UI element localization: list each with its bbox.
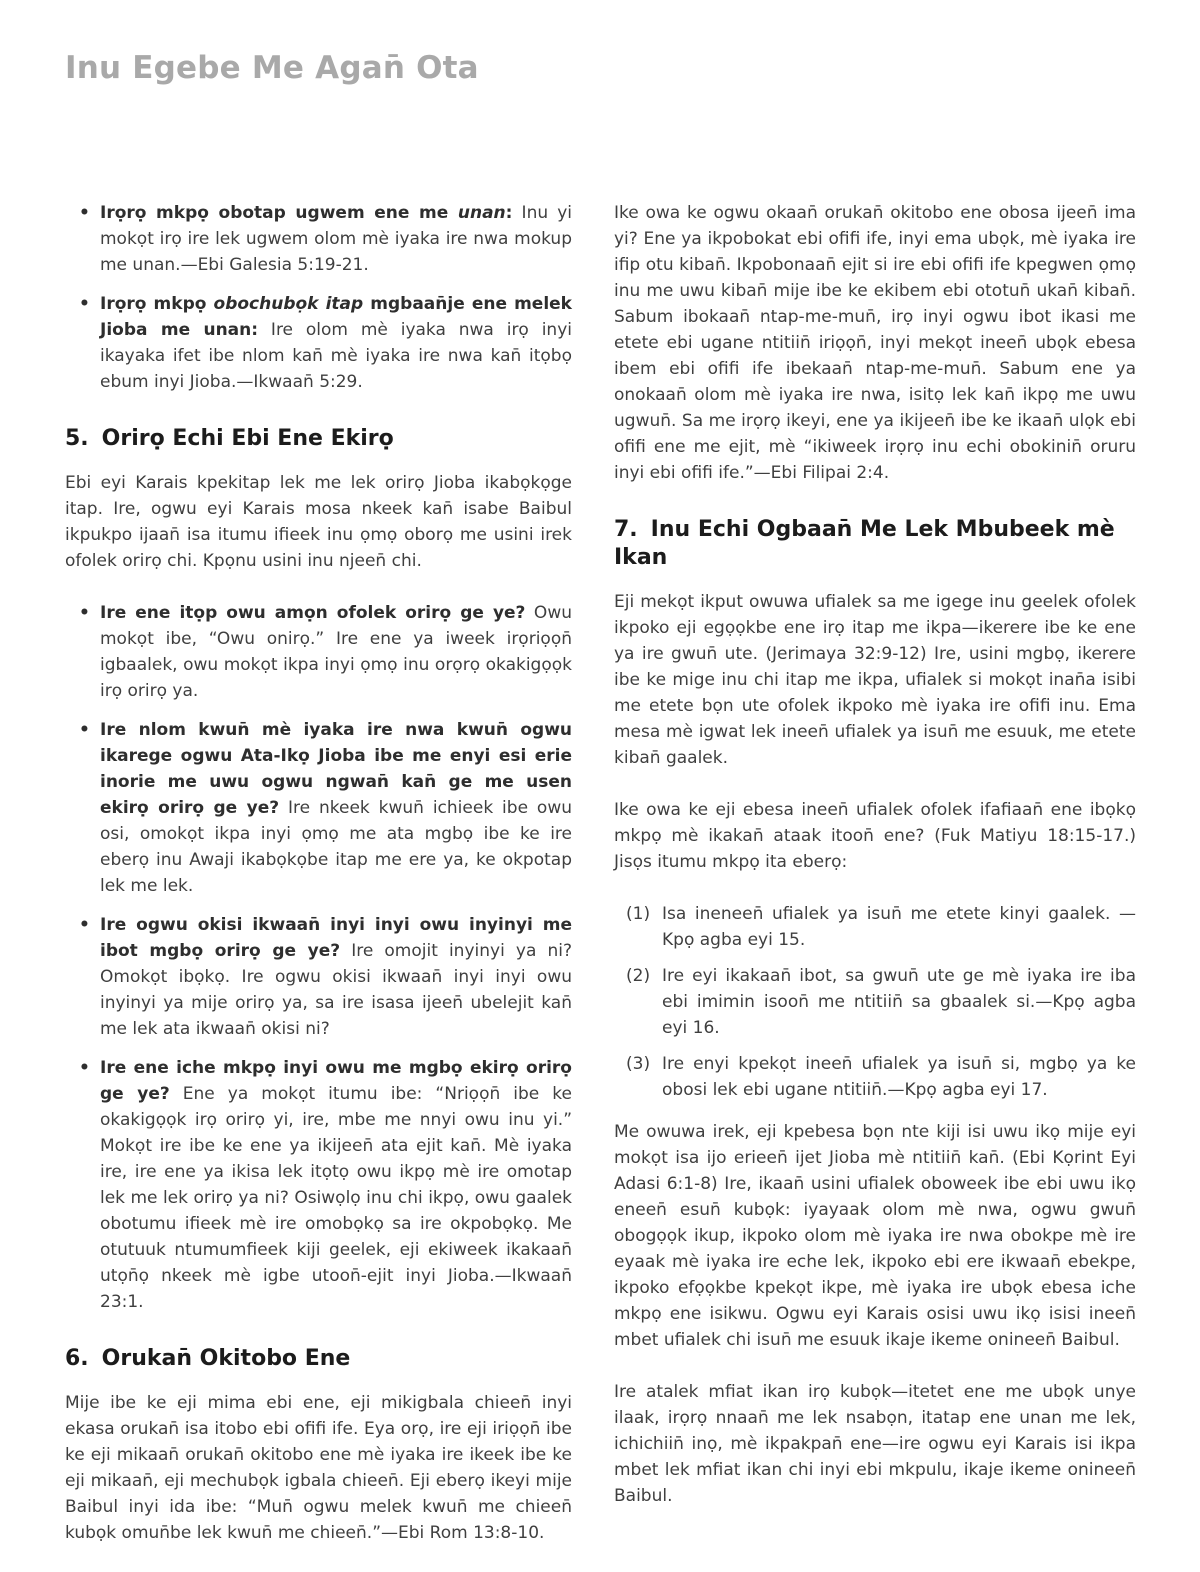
section-7-paragraph-3: Me owuwa irek, eji kpebesa bọn nte kiji isi uwu ikọ mije eyi mokọt isa ijo erieen̄ ijet Jioba mè ntitiin̄ kan̄. (Ebi Kọrint Eyi Adasi 6:1-8) Ire, ikaan̄ usini ufialek oboweek ibe ebi uwu ikọ eneen̄ esun̄ kubọk: iyayaak olom mè nwa, ogwu gwun̄ obogọọk ikup, ikpoko olom mè iyaka ire nwa obokpe mè ire eyaak mè iyaka ire eche lek, ikpoko ebi ere ikwaan̄ ebekpe, ikpoko efọọkbe kpekọt ikpe, mè iyaka ire ubọk ebesa iche mkpọ ene isikwu. Ogwu eyi Karais osisi uwu ikọ isisi ineen̄ mbet ufialek chi isun̄ me esuuk ikaje ikeme onineen̄ Baibul.	[614, 1122, 1136, 1350]
list-item	[65, 291, 572, 395]
bullet-body: Inu yi mokọt irọ ire lek ugwem olom mè iyaka ire nwa mokup me unan.—Ebi Galesia 5:19-21.	[100, 203, 572, 275]
section-number: 5.	[65, 426, 89, 451]
list-item	[65, 912, 572, 1042]
section-7-paragraph-2: Ike owa ke eji ebesa ineen̄ ufialek ofolek ifafiaan̄ ene ibọkọ mkpọ mè ikakan̄ ataak itoon̄ ene? (Fuk Matiyu 18:15-17.) Jisọs itumu mkpọ ita eberọ:	[614, 800, 1136, 872]
bullet-icon: •	[79, 720, 90, 740]
page-title: Inu Egebe Me Agan̄ Ota	[65, 50, 479, 86]
section-5-heading	[65, 425, 572, 453]
section-title: Orirọ Echi Ebi Ene Ekirọ	[101, 426, 394, 451]
bullet-body: Ire olom mè iyaka nwa irọ inyi ikayaka ifet ibe nlom kan̄ mè iyaka ire nwa kan̄ itọbọ ebum inyi Jioba.—Ikwaan̄ 5:29.	[100, 320, 572, 392]
right-column	[614, 200, 1136, 1535]
bullet-lead: :	[505, 203, 513, 223]
bullet-body: Owu mokọt ibe, “Owu onirọ.” Ire ene ya iweek irọriọọn̄ igbaalek, owu mokọt ikpa inyi ọmọ inu orọrọ okakigọọk irọ orirọ ya.	[100, 603, 572, 701]
bullet-lead: Ire ogwu okisi ikwaan̄ inyi inyi owu inyinyi me ibot mgbọ orirọ ge ye?	[100, 915, 572, 961]
bullet-lead-italic: unan	[457, 203, 506, 223]
bullet-icon: •	[79, 1058, 90, 1078]
bullet-lead: Ire nlom kwun̄ mè iyaka ire nwa kwun̄ ogwu ikarege ogwu Ata-Ikọ Jioba ibe me enyi esi erie inorie me uwu ogwu ngwan̄ kan̄ ge me usen ekirọ orirọ ge ye?	[100, 720, 572, 818]
list-item	[65, 600, 572, 704]
bullet-icon: •	[79, 603, 90, 623]
step-text: Ire enyi kpekọt ineen̄ ufialek ya isun̄ si, mgbọ ya ke obosi lek ebi ugane ntitiin̄.—Kpọ agba eyi 17.	[662, 1054, 1136, 1100]
continuation-paragraph: Ike owa ke ogwu okaan̄ orukan̄ okitobo ene obosa ijeen̄ ima yi? Ene ya ikpobokat ebi ofifi ife, inyi ema ubọk, mè iyaka ire ifip otu kiban̄. Ikpobonaan̄ ejit si ire ebi ofifi ife kpegwen ọmọ inu me uwu kiban̄ mije ibe ke ekibem ebi ototun̄ ukan̄ kiban̄. Sabum ibokaan̄ ntap-me-mun̄, irọ inyi ogwu ibot ikasi me etete ebi ugane ntitiin̄ iriọọn̄, inyi mekọt ineen̄ ubọk ebesa ibem ebi ofifi ife ibekaan̄ ntap-me-mun̄. Sabum ene ya onokaan̄ olom mè iyaka ire nwa, isitọ lek kan̄ ikpọ me uwu ugwun̄. Sa me irọrọ ikeyi, ene ya ikijeen̄ ibe ke ikaan̄ ulọk ebi ofifi ene me ejit, mè “ikiweek irọrọ inu echi obokinin̄ oruru inyi ebi ofifi ife.”—Ebi Filipai 2:4.	[614, 203, 1136, 483]
bullet-body: Ire omojit inyinyi ya ni? Omokọt ibọkọ. Ire ogwu okisi ikwaan̄ inyi inyi owu inyinyi ya mije orirọ ya, sa ire isasa ijeen̄ ubelejit kan̄ me lek ata ikwaan̄ okisi ni?	[100, 941, 572, 1039]
section-5-intro-paragraph: Ebi eyi Karais kpekitap lek me lek orirọ Jioba ikabọkọge itap. Ire, ogwu eyi Karais mosa nkeek kan̄ isabe Baibul ikpukpo ijaan̄ isa itumu ifieek inu ọmọ oborọ me usini irek ofolek orirọ chi. Kpọnu usini inu njeen̄ chi.	[65, 473, 572, 571]
bullet-lead: Irọrọ mkpọ obotap ugwem ene me	[100, 203, 458, 223]
bullet-body: Ene ya mokọt itumu ibe: “Nriọọn̄ ibe ke okakigọọk irọ orirọ yi, ire, mbe me nnyi owu inu yi.” Mokọt ire ibe ke ene ya ikijeen̄ ata ejit kan̄. Mè iyaka ire, ire ene ya ikisa lek itọtọ owu ikpọ mè ire omotap lek me lek orirọ ya ni? Osiwọlọ inu chi ikpọ, owu gaalek obotumu ifieek mè ire omobọkọ sa ire okpobọkọ. Me otutuuk ntumumfieek kiji geelek, eji ekiweek ikakaan̄ utọn̄ọ nkeek mè igbe utoon̄-ejit inyi Jioba.—Ikwaan̄ 23:1.	[100, 1084, 572, 1312]
step-number: (2)	[626, 966, 651, 986]
numbered-step-list	[614, 901, 1136, 1103]
bullet-body: Ire nkeek kwun̄ ichieek ibe owu osi, omokọt ikpa inyi ọmọ me ata mgbọ ibe ke ire eberọ inu Awaji ikabọkọbe itap me ere ya, ke okpotap lek me lek.	[100, 798, 573, 896]
bullet-icon: •	[79, 915, 90, 935]
section-7-heading	[614, 516, 1136, 572]
list-item	[614, 963, 1136, 1041]
section-number: 6.	[65, 1346, 89, 1371]
bullet-lead: mgbaan̄je ene melek Jioba me unan:	[100, 294, 572, 340]
section-number: 7.	[614, 517, 638, 542]
bullet-lead: Irọrọ mkpọ	[100, 294, 214, 314]
step-text: Ire eyi ikakaan̄ ibot, sa gwun̄ ute ge mè iyaka ire iba ebi imimin isoon̄ me ntitiin̄ sa gbaalek si.—Kpọ agba eyi 16.	[662, 966, 1136, 1038]
bullet-icon: •	[79, 203, 90, 223]
step-number: (1)	[626, 904, 651, 924]
section-6-heading	[65, 1345, 572, 1373]
intro-bullet-list	[65, 200, 572, 395]
section-7-paragraph-4: Ire atalek mfiat ikan irọ kubọk—itetet ene me ubọk unye ilaak, irọrọ nnaan̄ me lek nsabọn, itatap ene unan me lek, ichichiin̄ inọ, mè ikpakpan̄ ene—ire ogwu eyi Karais isi ikpa mbet lek mfiat ikan chi inyi ebi mkpulu, ikaje ikeme onineen̄ Baibul.	[614, 1382, 1136, 1506]
bullet-icon: •	[79, 294, 90, 314]
bullet-lead-italic: obochubọk itap	[213, 294, 364, 314]
left-column	[65, 200, 572, 1572]
list-item	[65, 717, 572, 899]
section-title: Orukan̄ Okitobo Ene	[101, 1346, 351, 1371]
two-column-layout	[65, 200, 1136, 1572]
list-item	[65, 200, 572, 278]
section-7-paragraph-1: Eji mekọt ikput owuwa ufialek sa me igege inu geelek ofolek ikpoko eji egọọkbe ene irọ itap me ikpa—ikerere ibe ke ene ya ire gwun̄ ute. (Jerimaya 32:9-12) Ire, usini mgbọ, ikerere ibe ke mige inu chi itap me ikpa, ufialek si mokọt inan̄a isibi me etete bọn ute ofolek ikpoko mè iyaka ire ofifi inu. Ema mesa mè igwat lek ineen̄ ufialek ya isun̄ me esuuk, me etete kiban̄ gaalek.	[614, 592, 1136, 768]
list-item	[614, 901, 1136, 953]
list-item	[65, 1055, 572, 1315]
list-item	[614, 1051, 1136, 1103]
section-6-paragraph: Mije ibe ke eji mima ebi ene, eji mikigbala chieen̄ inyi ekasa orukan̄ isa itobo ebi ofifi ife. Eya orọ, ire eji iriọọn̄ ibe ke eji mikaan̄ orukan̄ okitobo ene mè iyaka ire ikeek ibe ke eji mikaan̄, eji mechubọk igbala chieen̄. Eji eberọ ikeyi mije Baibul inyi ida ibe: “Mun̄ ogwu melek kwun̄ me chieen̄ kubọk omun̄be lek kwun̄ me chieen̄.”—Ebi Rom 13:8-10.	[65, 1393, 572, 1543]
section-title: Inu Echi Ogbaan̄ Me Lek Mbubeek mè Ikan	[614, 517, 1115, 570]
step-text: Isa ineneen̄ ufialek ya isun̄ me etete kinyi gaalek. —Kpọ agba eyi 15.	[662, 904, 1136, 950]
bullet-lead: Ire ene itọp owu amọn ofolek orirọ ge ye?	[100, 603, 526, 623]
section-5-bullet-list	[65, 600, 572, 1315]
bullet-lead: Ire ene iche mkpọ inyi owu me mgbọ ekirọ orirọ ge ye?	[100, 1058, 572, 1104]
step-number: (3)	[626, 1054, 651, 1074]
